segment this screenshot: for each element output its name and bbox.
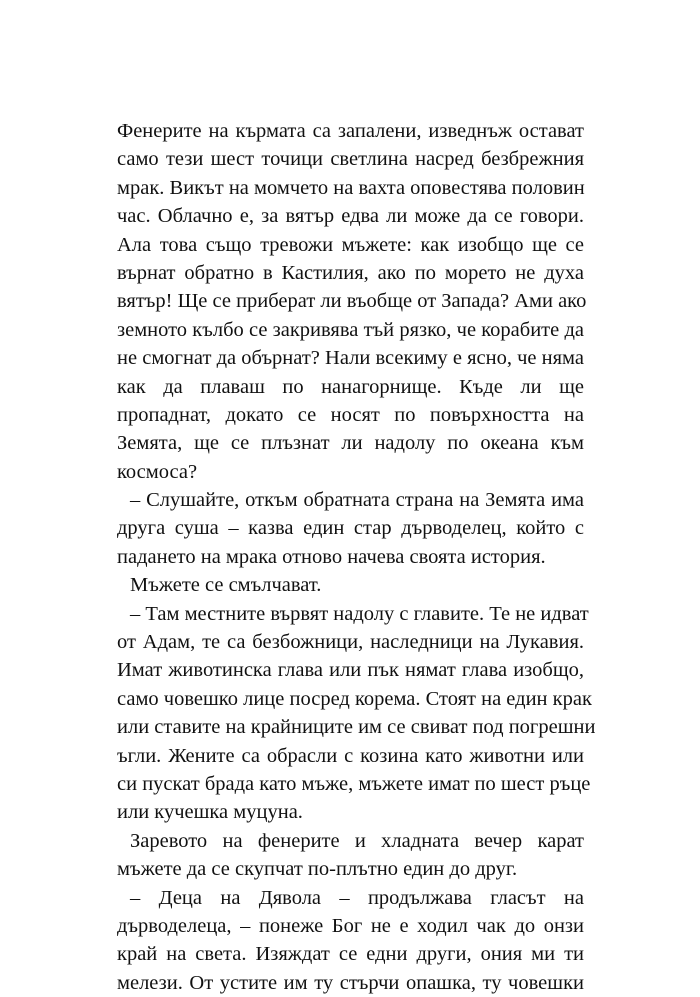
text-line: пропаднат, докато се носят по повърхността на [117,403,584,426]
text-line: Заревото на фенерите и хладната вечер карат [130,829,584,852]
text-line: върнат обратно в Кастилия, ако по морето не духа [117,261,584,284]
text-line: земното кълбо се закривява тъй рязко, че корабите да [117,318,584,341]
text-line: – Деца на Дявола – продължава гласът на [130,886,584,909]
text-line: вятър! Ще се приберат ли въобще от Запада? Ами ако [117,290,587,313]
text-line: – Слушайте, откъм обратната страна на Земята има [130,489,584,512]
text-line: падането на мрака отново начева своята история. [117,545,546,568]
text-line: – Там местните вървят надолу с главите. Те не идват [130,602,589,625]
page-body [117,117,596,994]
text-line: мъжете да се скупчат по-плътно един до друг. [117,858,518,881]
text-line: мелези. От устите им ту стърчи опашка, ту човешки [117,971,584,994]
text-line: или ставите на крайниците им се свиват под погрешни [117,716,596,739]
text-line: час. Облачно е, за вятър едва ли може да се говори. [117,205,584,228]
text-line: Земята, ще се плъзнат ли надолу по океана към [117,432,584,455]
text-line: не смогнат да обърнат? Нали всекиму е ясно, че няма [117,347,584,370]
text-line: Мъжете се смълчават. [130,574,322,597]
text-line: Ала това също тревожи мъжете: как изобщо ще се [117,233,584,256]
text-line: друга суша – казва един стар дърводелец, който с [117,517,584,540]
text-line: мрак. Викът на момчето на вахта оповестява половин [117,176,585,199]
text-line: Имат животинска глава или пък нямат глава изобщо, [117,659,584,682]
text-line: край на света. Изяждат се едни други, ония ми ти [117,943,584,966]
text-line: Фенерите на кърмата са запалени, изведнъж остават [117,120,584,142]
text-line: от Адам, те са безбожници, наследници на Лукавия. [117,631,584,654]
text-line: само тези шест точици светлина насред безбрежния [117,148,584,171]
text-line: космоса? [117,460,198,483]
text-line: ъгли. Жените са обрасли с козина като животни или [117,744,584,767]
text-line: как да плаваш по нанагорнище. Къде ли ще [117,375,584,398]
text-line: само човешко лице посред корема. Стоят на един крак [117,687,592,710]
text-line: дърводелеца, – понеже Бог не е ходил чак до онзи [117,914,584,937]
text-line: си пускат брада като мъже, мъжете имат по шест ръце [117,772,591,795]
text-line: или кучешка муцуна. [117,801,303,824]
